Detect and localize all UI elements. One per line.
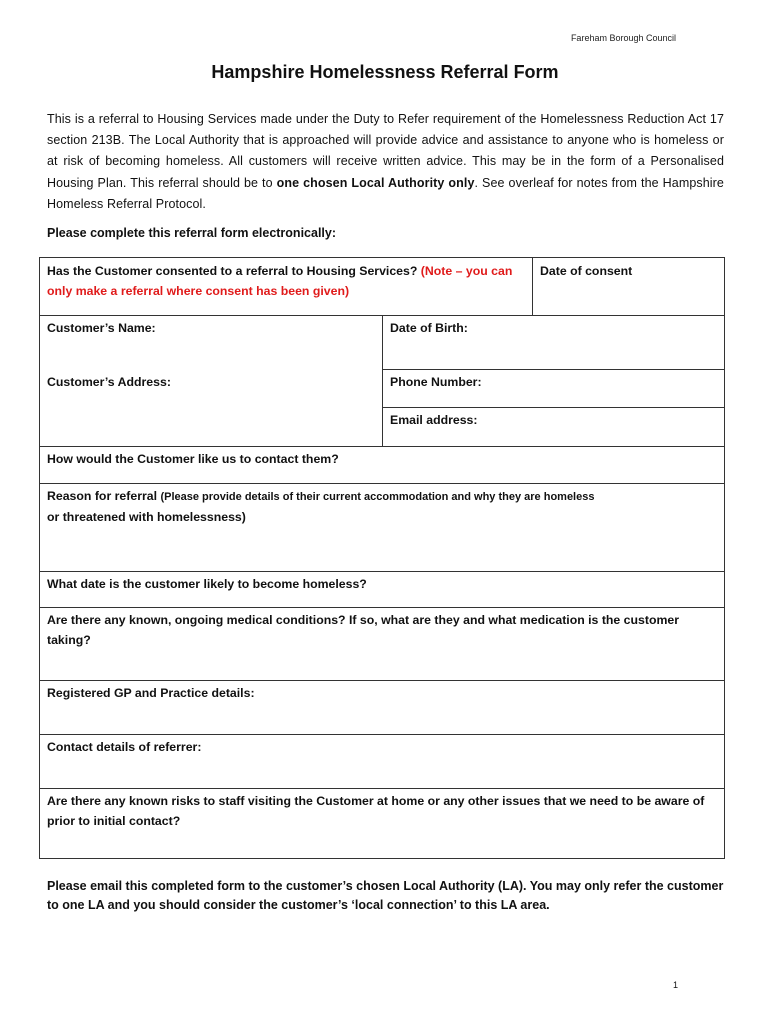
date-of-birth-cell[interactable] xyxy=(383,315,724,369)
header-organization: Fareham Borough Council xyxy=(570,33,676,43)
intro-paragraph xyxy=(47,109,724,215)
consent-note: (Note – you can only make a referral where consent has been given) xyxy=(47,264,513,298)
homeless-date-label: What date is the customer likely to become homeless? xyxy=(47,577,367,591)
form-instruction: Please complete this referral form electronically: xyxy=(47,226,337,240)
date-of-birth-label: Date of Birth: xyxy=(390,321,468,335)
intro-text-1: This is a referral to Housing Services made under the Duty to Refer requirement of the Homelessness Reduction Act 17 section 213B. The Local Authority that is approached will provide advice and assistance to anyone who is homeless or at risk of becoming homeless. All customers will receive written advice. This may be in the form of a Personalised Housing Plan. This referral should be to xyxy=(47,112,724,190)
date-of-consent-label: Date of consent xyxy=(540,264,633,278)
risks-cell[interactable] xyxy=(40,788,724,858)
reason-label: Reason for referral xyxy=(47,489,161,503)
email-address-cell[interactable] xyxy=(383,407,724,446)
medical-conditions-cell[interactable] xyxy=(40,607,724,680)
contact-preference-cell[interactable] xyxy=(40,446,724,483)
reason-for-referral-cell[interactable] xyxy=(40,483,724,571)
date-of-consent-cell[interactable] xyxy=(533,258,724,315)
email-address-label: Email address: xyxy=(390,413,478,427)
customer-name-cell[interactable] xyxy=(40,315,382,369)
phone-number-label: Phone Number: xyxy=(390,375,482,389)
gp-details-cell[interactable] xyxy=(40,680,724,734)
medical-conditions-label: Are there any known, ongoing medical conditions? If so, what are they and what medication is the customer taking? xyxy=(47,613,680,647)
customer-address-label: Customer’s Address: xyxy=(47,375,171,389)
gp-details-label: Registered GP and Practice details: xyxy=(47,686,255,700)
contact-preference-label: How would the Customer like us to contact them? xyxy=(47,452,339,466)
page-number: 1 xyxy=(672,980,678,990)
referrer-contact-cell[interactable] xyxy=(40,734,724,788)
homeless-date-cell[interactable] xyxy=(40,571,724,607)
intro-bold-text: one chosen Local Authority only xyxy=(276,175,475,190)
customer-name-label: Customer’s Name: xyxy=(47,321,156,335)
referral-form-table xyxy=(39,257,725,859)
intro-text-2: . See overleaf for notes from the Hampshire Homeless Referral Protocol. xyxy=(47,175,724,211)
email-instructions: Please email this completed form to the customer’s chosen Local Authority (LA). You may only refer the customer to one LA and you should consider the customer’s ‘local connection’ to this LA area. xyxy=(47,879,724,912)
risks-label: Are there any known risks to staff visiting the Customer at home or any other issues that we need to be aware of prior to initial contact? xyxy=(47,794,705,828)
consent-question-cell[interactable] xyxy=(40,258,532,315)
consent-question: Has the Customer consented to a referral to Housing Services? xyxy=(47,264,421,278)
referrer-contact-label: Contact details of referrer: xyxy=(47,740,202,754)
phone-number-cell[interactable] xyxy=(383,369,724,407)
customer-address-cell[interactable] xyxy=(40,369,382,446)
page-title: Hampshire Homelessness Referral Form xyxy=(211,62,559,82)
reason-note: (Please provide details of their current accommodation and why they are homeless xyxy=(160,491,595,503)
reason-note-continued: or threatened with homelessness) xyxy=(47,510,246,524)
